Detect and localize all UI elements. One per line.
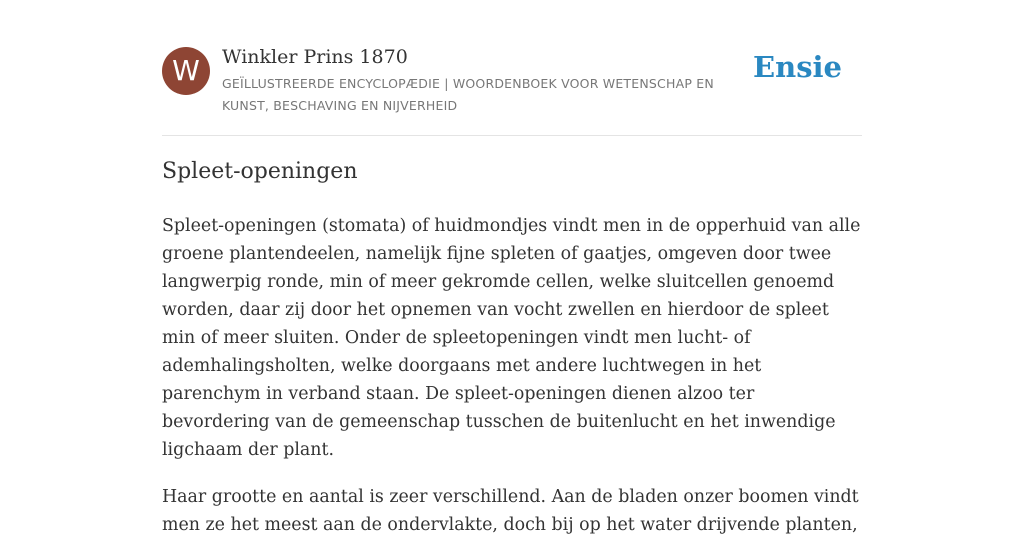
entry-body xyxy=(162,212,862,558)
header-divider xyxy=(162,135,862,136)
entry-title: Spleet-openingen xyxy=(162,159,358,184)
source-header xyxy=(162,44,862,118)
entry-paragraph: Spleet-openingen (stomata) of huidmondjes vindt men in de opperhuid van alle groene plantendeelen, namelijk fijne spleten of gaatjes, omgeven door twee langwerpig ronde, min of meer gekromde cellen, welke sluitcellen genoemd worden, daar zij door het opnemen van vocht zwellen en hierdoor de spleet min of meer sluiten. Onder de spleetopeningen vindt men lucht- of ademhalingsholten, welke doorgaans met andere luchtwegen in het parenchym in verband staan. De spleet-openingen dienen alzoo ter bevordering van de gemeenschap tusschen de buitenlucht en het inwendige ligchaam der plant. xyxy=(162,216,861,460)
ensie-logo[interactable]: Ensie xyxy=(753,50,842,84)
entry-paragraph: Haar grootte en aantal is zeer verschillend. Aan de bladen onzer boomen vindt men ze het meest aan de ondervlakte, doch bij op het water drijvende planten, xyxy=(162,487,859,535)
source-subtitle: GEÏLLUSTREERDE ENCYCLOPÆDIE | WOORDENBOEK VOOR WETENSCHAP EN KUNST, BESCHAVING EN NIJVERHEID xyxy=(222,76,714,113)
source-title[interactable]: Winkler Prins 1870 xyxy=(222,46,408,68)
source-avatar[interactable]: W xyxy=(162,47,210,95)
